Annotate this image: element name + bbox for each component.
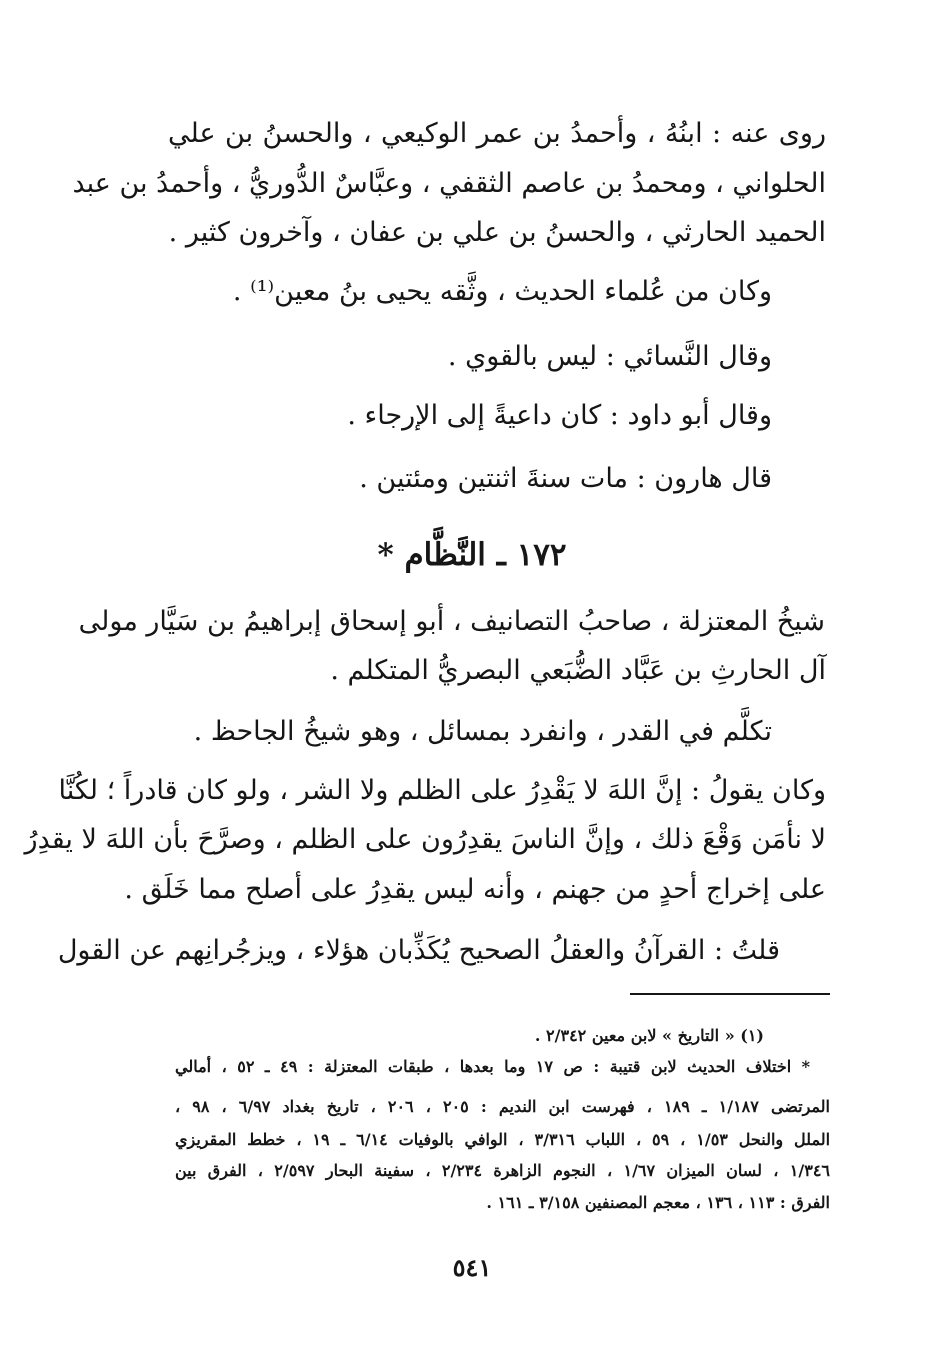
entry-heading: ١٧٢ ـ النَّظَّام * <box>377 537 567 573</box>
body-line: وقال النَّسائي : ليس بالقوي . <box>447 341 772 372</box>
body-line: لا نأمَن وَقْعَ ذلك ، وإنَّ الناسَ يقدِرُون على الظلم ، وصرَّحَ بأن اللهَ لا يقدِرُ <box>24 824 826 855</box>
body-line: تكلَّم في القدر ، وانفرد بمسائل ، وهو شيخُ الجاحظ . <box>193 716 772 747</box>
body-line: قلتُ : القرآنُ والعقلُ الصحيح يُكَذِّبان هؤلاء ، ويزجُرانِهم عن القول <box>57 935 780 966</box>
body-line: آل الحارثِ بن عَبَّاد الضُّبَعي البصريُّ المتكلم . <box>330 655 826 686</box>
body-line: على إخراج أحدٍ من جهنم ، وأنه ليس يقدِرُ على أصلح مما خَلَق . <box>124 874 826 905</box>
page-number: ٥٤١ <box>452 1253 492 1282</box>
body-line: وكان يقولُ : إنَّ اللهَ لا يَقْدِرُ على الظلم ولا الشر ، ولو كان قادراً ؛ لكُنَّا <box>58 775 826 806</box>
body-line: شيخُ المعتزلة ، صاحبُ التصانيف ، أبو إسحاق إبراهيمُ بن سَيَّار مولى <box>78 606 825 637</box>
footnote-line: الفرق : ١١٣ ، ١٣٦ ، معجم المصنفين ٣/١٥٨ ـ ١٦١ . <box>486 1193 830 1212</box>
body-line: وكان من عُلماء الحديث ، وثَّقه يحيى بنُ معين⁽¹⁾ . <box>232 276 772 307</box>
footnote-line: المرتضى ١/١٨٧ ـ ١٨٩ ، فهرست ابن النديم : ٢٠٥ ، ٢٠٦ ، تاريخ بغداد ٦/٩٧ ، ٩٨ ، <box>175 1097 831 1116</box>
footnote-separator <box>630 993 830 995</box>
footnote-line: * اختلاف الحديث لابن قتيبة : ص ١٧ وما بعدها ، طبقات المعتزلة : ٤٩ ـ ٥٢ ، أمالي <box>175 1057 811 1076</box>
body-line: قال هارون : مات سنةَ اثنتين ومئتين . <box>359 463 772 494</box>
footnote-line: ١/٣٤٦ ، لسان الميزان ١/٦٧ ، النجوم الزاهرة ٢/٢٣٤ ، سفينة البحار ٢/٥٩٧ ، الفرق بين <box>175 1161 831 1180</box>
body-line: روى عنه : ابنُهُ ، وأحمدُ بن عمر الوكيعي ، والحسنُ بن علي <box>168 118 826 149</box>
body-line: الحميد الحارثي ، والحسنُ بن علي بن عفان ، وآخرون كثير . <box>168 217 826 248</box>
footnote-line: الملل والنحل ١/٥٣ ، ٥٩ ، اللباب ٣/٣١٦ ، الوافي بالوفيات ٦/١٤ ـ ١٩ ، خطط المقريزي <box>175 1130 831 1149</box>
body-line: الحلواني ، ومحمدُ بن عاصم الثقفي ، وعبَّاسٌ الدُّوريُّ ، وأحمدُ بن عبد <box>72 168 826 199</box>
body-line: وقال أبو داود : كان داعيةً إلى الإرجاء . <box>347 400 772 431</box>
footnote-line: (١) « التاريخ » لابن معين ٢/٣٤٢ . <box>534 1026 764 1045</box>
